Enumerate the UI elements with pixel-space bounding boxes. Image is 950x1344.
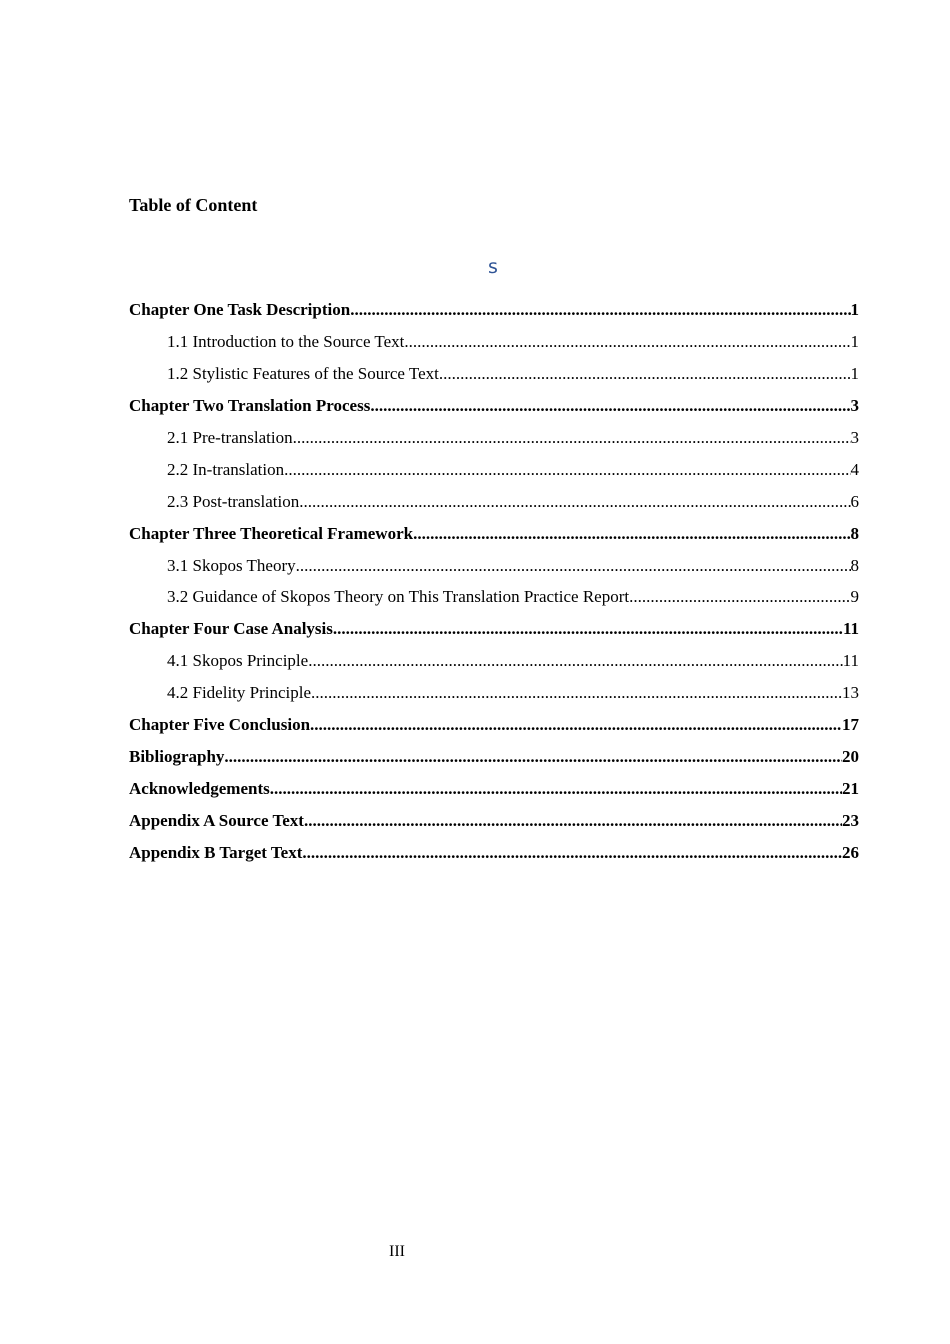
toc-dot-leader [224,745,842,769]
toc-dot-leader [350,298,850,322]
toc-dot-leader [293,426,851,450]
toc-entry-chapter[interactable] [129,522,859,554]
toc-entry-title[interactable]: 2.1 Pre-translation [167,427,293,447]
toc-entry-section[interactable] [129,330,859,362]
toc-entry-section[interactable] [129,585,859,617]
toc-entry-page[interactable]: 20 [842,747,859,767]
toc-dot-leader [284,458,850,482]
toc-dot-leader [308,649,842,673]
toc-dot-leader [270,777,842,801]
toc-entry-chapter[interactable] [129,841,859,873]
toc-entry-section[interactable] [129,490,859,522]
toc-entry-chapter[interactable] [129,809,859,841]
toc-entry-page[interactable]: 11 [842,619,859,639]
toc-entry-title[interactable]: Chapter Four Case Analysis [129,619,333,639]
toc-entry-page[interactable]: 3 [850,427,859,447]
toc-entry-page[interactable]: 8 [850,523,859,543]
toc-entry-title[interactable]: Appendix A Source Text [129,811,304,830]
toc-entry-title[interactable]: 3.2 Guidance of Skopos Theory on This Translation Practice Report [167,587,630,607]
toc-entry-title[interactable]: 4.2 Fidelity Principle [167,683,312,703]
toc-entry-title[interactable]: Chapter Two Translation Process [129,395,371,415]
toc-entry-title[interactable]: 4.1 Skopos Principle [167,651,309,671]
toc-dot-leader [629,585,850,609]
toc-entry-title[interactable]: Chapter Five Conclusion [129,715,311,735]
toc-entry-page[interactable]: 8 [850,555,859,575]
toc-entry-page[interactable]: 13 [842,683,859,703]
toc-entry-section[interactable] [129,362,859,394]
toc-entry-title[interactable]: Chapter Three Theoretical Framework [129,523,414,543]
toc-entry-title[interactable]: Chapter One Task Description [129,300,351,319]
toc-entry-title[interactable]: 1.2 Stylistic Features of the Source Text [167,363,439,383]
toc-dot-leader [404,330,850,354]
toc-entry-chapter[interactable] [129,617,859,649]
toc-entry-page[interactable]: 23 [842,811,859,830]
toc-entry-title[interactable]: Appendix B Target Text [129,842,303,862]
toc-entry-chapter[interactable] [129,777,859,809]
toc-entry-title[interactable]: Bibliography [129,747,225,767]
toc-entry-title[interactable]: 2.3 Post-translation [167,491,300,511]
toc-entry-section[interactable] [129,681,859,713]
toc-entry-page[interactable]: 1 [850,300,859,319]
toc-entry-section[interactable] [129,458,859,490]
toc-list [129,298,859,873]
toc-entry-title[interactable]: Acknowledgements [129,779,270,799]
toc-dot-leader [296,554,851,578]
toc-heading-tail: s [488,256,498,278]
toc-dot-leader [302,841,842,865]
toc-entry-title[interactable]: 3.1 Skopos Theory [167,555,296,575]
toc-dot-leader [310,713,842,737]
page-number: III [389,1243,405,1260]
toc-dot-leader [413,522,850,546]
toc-entry-section[interactable] [129,554,859,586]
toc-entry-page[interactable]: 9 [850,587,859,607]
toc-dot-leader [311,681,842,705]
toc-heading: Table of Content [129,195,258,215]
toc-entry-chapter[interactable] [129,298,859,330]
toc-entry-title[interactable]: 2.2 In-translation [167,459,285,479]
toc-dot-leader [333,617,843,641]
toc-entry-chapter[interactable] [129,394,859,426]
toc-entry-section[interactable] [129,426,859,458]
toc-entry-page[interactable]: 1 [850,363,859,383]
toc-entry-page[interactable]: 1 [850,331,859,351]
toc-entry-page[interactable]: 21 [842,779,859,799]
toc-entry-page[interactable]: 26 [842,842,859,862]
toc-dot-leader [299,490,850,514]
toc-dot-leader [439,362,851,386]
toc-entry-page[interactable]: 17 [842,715,859,735]
toc-entry-title[interactable]: 1.1 Introduction to the Source Text [167,331,405,351]
toc-entry-page[interactable]: 4 [850,459,859,479]
toc-entry-chapter[interactable] [129,745,859,777]
toc-dot-leader [370,394,850,418]
toc-entry-section[interactable] [129,649,859,681]
toc-dot-leader [304,809,842,833]
toc-entry-page[interactable]: 11 [842,651,859,671]
toc-entry-page[interactable]: 6 [850,491,859,511]
toc-entry-chapter[interactable] [129,713,859,745]
toc-entry-page[interactable]: 3 [850,395,859,415]
